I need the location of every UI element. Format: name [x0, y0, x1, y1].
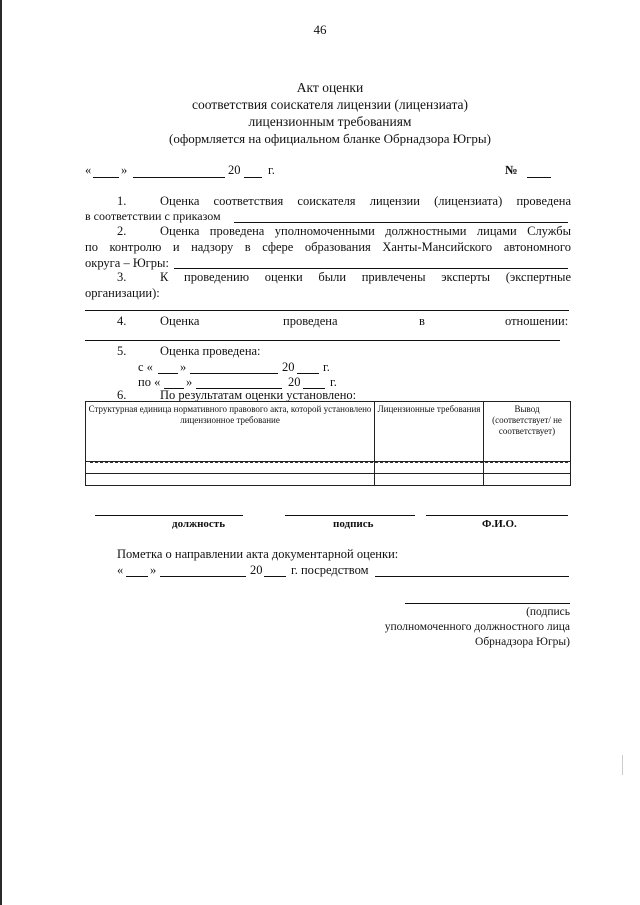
experts-blank[interactable]: [85, 310, 569, 311]
doc-number-sign: №: [505, 163, 518, 177]
item3-text-cont: организации):: [85, 286, 160, 300]
item4-word-3: в: [419, 314, 425, 328]
position-caption: должность: [172, 518, 226, 530]
signature-blank[interactable]: [285, 515, 415, 516]
page-number: 46: [313, 22, 327, 37]
doc-subtitle-2: лицензионным требованиям: [248, 114, 412, 129]
official-signature-blank[interactable]: [405, 603, 570, 604]
item2-number: 2.: [117, 224, 127, 238]
name-caption: Ф.И.О.: [482, 518, 517, 530]
item5-label: Оценка проведена:: [160, 344, 261, 358]
from-year: 20: [282, 360, 295, 374]
from-close-quote: »: [180, 360, 187, 374]
footer-line-1: (подпись: [526, 606, 570, 618]
note-title: Пометка о направлении акта документарной оценки:: [117, 547, 399, 561]
item1-text-cont: в соответствии с приказом: [85, 209, 221, 223]
subject-blank[interactable]: [85, 340, 560, 341]
footer-line-2: уполномоченного должностного лица: [384, 621, 570, 633]
table-header-requirements: Лицензионные требования: [375, 402, 484, 462]
date-year-blank[interactable]: [244, 177, 262, 178]
note-year-blank[interactable]: [264, 576, 286, 577]
doc-subtitle-note: (оформляется на официальном бланке Обрнадзора Югры): [169, 131, 491, 146]
doc-number-blank[interactable]: [527, 177, 551, 178]
item2-text: Оценка проведена уполномоченными должностными лицами Службы: [160, 224, 571, 238]
note-year: 20: [250, 563, 263, 577]
item4-word-2: проведена: [283, 314, 338, 328]
from-day-blank[interactable]: [158, 373, 178, 374]
order-blank[interactable]: [234, 222, 568, 223]
table-cell[interactable]: [484, 474, 571, 486]
note-method-blank[interactable]: [375, 576, 569, 577]
date-year-prefix: 20: [228, 163, 241, 177]
item6-number: 6.: [117, 388, 127, 402]
table-cell[interactable]: [375, 474, 484, 486]
position-blank[interactable]: [95, 515, 243, 516]
to-prefix: по «: [138, 375, 161, 389]
table-row: [86, 474, 571, 486]
signature-caption: подпись: [333, 518, 374, 530]
date-day-blank[interactable]: [93, 177, 119, 178]
item3-number: 3.: [117, 270, 127, 284]
to-g: г.: [330, 375, 337, 389]
item4-word-1: Оценка: [160, 314, 200, 328]
footer-line-3: Обрнадзора Югры): [475, 636, 570, 648]
item5-number: 5.: [117, 344, 127, 358]
date-open-quote: «: [85, 163, 92, 177]
scan-artifact: [622, 755, 623, 775]
name-blank[interactable]: [426, 515, 568, 516]
item6-label: По результатам оценки установлено:: [160, 388, 357, 402]
date-month-blank[interactable]: [133, 177, 225, 178]
item1-text: Оценка соответствия соискателя лицензии (лицензиата) проведена: [160, 194, 571, 208]
note-tail: г. посредством: [291, 563, 369, 577]
doc-subtitle-1: соответствия соискателя лицензии (лицензиата): [191, 97, 469, 112]
item4-number: 4.: [117, 314, 127, 328]
doc-title: Акт оценки: [296, 80, 364, 95]
from-month-blank[interactable]: [190, 373, 278, 374]
from-g: г.: [323, 360, 330, 374]
date-close-quote: »: [121, 163, 128, 177]
item1-number: 1.: [117, 194, 127, 208]
date-year-suffix: г.: [268, 163, 275, 177]
note-close-quote: »: [150, 563, 157, 577]
table-cell[interactable]: [86, 474, 375, 486]
note-month-blank[interactable]: [160, 576, 246, 577]
table-row: [86, 462, 571, 474]
table-cell[interactable]: [86, 462, 375, 474]
to-year: 20: [288, 375, 301, 389]
table-dashed-divider: [90, 462, 568, 463]
table-cell[interactable]: [375, 462, 484, 474]
table-header-structural-unit: Структурная единица нормативного правового акта, которой установлено лицензионное требование: [86, 402, 375, 462]
results-table: [85, 401, 571, 486]
item3-text: К проведению оценки были привлечены эксперты (экспертные: [160, 270, 571, 284]
table-cell[interactable]: [484, 462, 571, 474]
item2-text-cont: по контролю и надзору в сфере образования Ханты-Мансийского автономного: [85, 240, 571, 254]
note-day-blank[interactable]: [126, 576, 148, 577]
table-header-conclusion: Вывод (соответствует/ не соответствует): [484, 402, 571, 462]
page-edge: [0, 0, 2, 905]
from-prefix: с «: [138, 360, 153, 374]
note-open-quote: «: [117, 563, 124, 577]
from-year-blank[interactable]: [297, 373, 319, 374]
item2-text-cont2: округа – Югры:: [85, 256, 169, 270]
officials-blank[interactable]: [174, 268, 568, 269]
to-close-quote: »: [186, 375, 193, 389]
item4-word-4: отношении:: [505, 314, 569, 328]
